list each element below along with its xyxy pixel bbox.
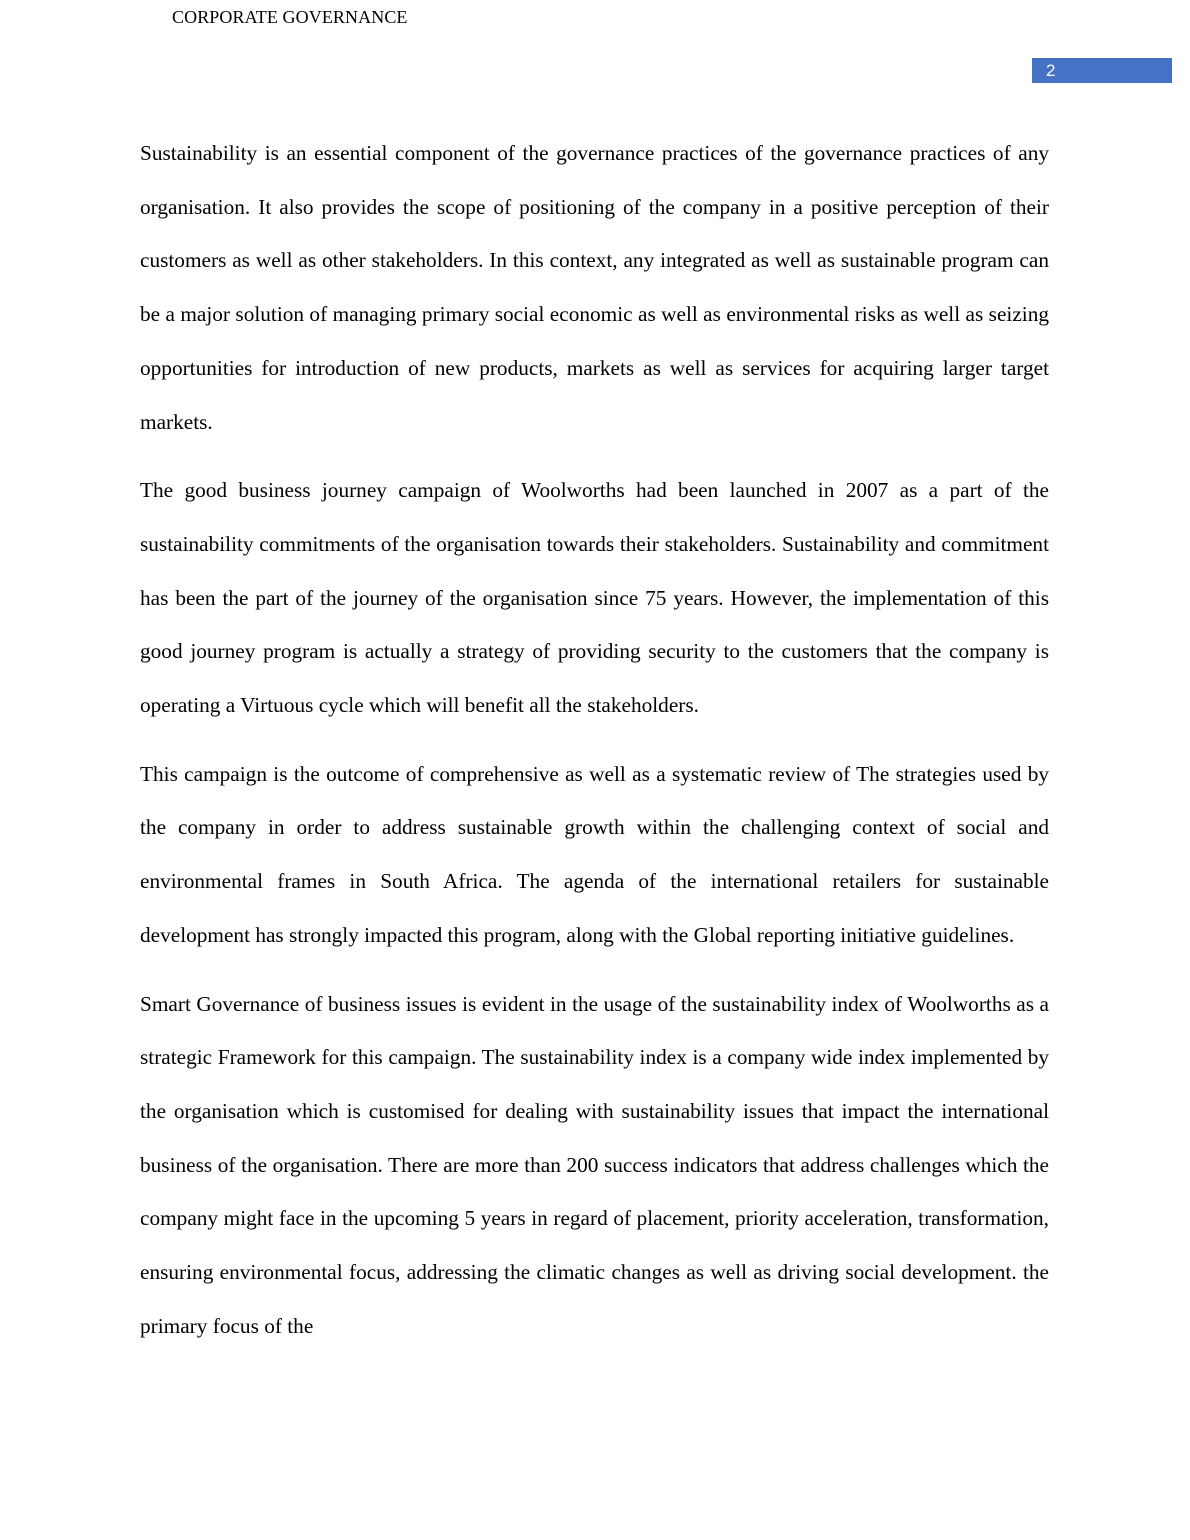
running-head: CORPORATE GOVERNANCE	[172, 7, 408, 27]
paragraph: The good business journey campaign of Woolworths had been launched in 2007 as a part of the sustainability commitments of the organisation towards their stakeholders. Sustainability and commitment has been the part of the journey of the organisation since 75 years. However, the implementation of this good journey program is actually a strategy of providing security to the customers that the company is operating a Virtuous cycle which will benefit all the stakeholders.	[140, 478, 1049, 718]
paragraph: Sustainability is an essential component of the governance practices of the governance practices of any organisation. It also provides the scope of positioning of the company in a positive perception of their customers as well as other stakeholders. In this context, any integrated as well as sustainable program can be a major solution of managing primary social economic as well as environmental risks as well as seizing opportunities for introduction of new products, markets as well as services for acquiring larger target markets.	[140, 141, 1049, 434]
paragraph: This campaign is the outcome of comprehensive as well as a systematic review of The strategies used by the company in order to address sustainable growth within the challenging context of social and environmental frames in South Africa. The agenda of the international retailers for sustainable development has strongly impacted this program, along with the Global reporting initiative guidelines.	[140, 761, 1049, 947]
paragraph: Smart Governance of business issues is evident in the usage of the sustainability index of Woolworths as a strategic Framework for this campaign. The sustainability index is a company wide index implemented by the organisation which is customised for dealing with sustainability issues that impact the international business of the organisation. There are more than 200 success indicators that address challenges which the company might face in the upcoming 5 years in regard of placement, priority acceleration, transformation, ensuring environmental focus, addressing the climatic changes as well as driving social development. the primary focus of the	[140, 991, 1049, 1338]
document-body	[140, 127, 1049, 1368]
page-number: 2	[1032, 58, 1172, 83]
